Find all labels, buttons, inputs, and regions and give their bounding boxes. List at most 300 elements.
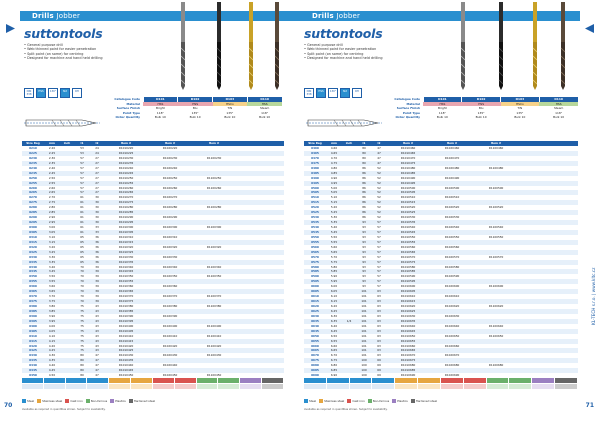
table-cell: 30 xyxy=(95,210,99,215)
table-cell: 3.55 xyxy=(48,279,56,284)
table-cell: 5.55 xyxy=(330,239,338,244)
table-cell: D1020560 xyxy=(444,244,460,249)
table-cell: 0530 xyxy=(311,215,319,220)
table-cell: 57 xyxy=(377,249,381,254)
spec-row-qty: Order Quantity Bulk 10 Bulk 10 Bulk 10 Bulk 10 xyxy=(395,115,565,120)
section-title: Drills Jobber xyxy=(32,12,81,20)
table-cell: 0410 xyxy=(29,333,37,338)
key-item: Non-ferrous xyxy=(86,399,107,404)
table-cell: 3.80 xyxy=(48,304,56,308)
table-cell: 75 xyxy=(80,338,84,343)
table-cell: D1020280 xyxy=(162,205,178,210)
table-cell: 53 xyxy=(80,150,84,155)
table-cell: D1010510 xyxy=(400,195,416,200)
feature-item: • Designed for machine and hand held drilling xyxy=(24,55,103,60)
table-cell: D1010250 xyxy=(118,175,134,180)
table-cell: 86 xyxy=(362,195,366,200)
table-cell: D1010515 xyxy=(400,200,416,205)
table-cell: 0585 xyxy=(311,269,319,274)
key-item: Stainless steel xyxy=(319,399,344,404)
table-cell: 0600 xyxy=(311,284,319,289)
table-cell: 5.40 xyxy=(330,225,338,229)
table-cell: D1010320 xyxy=(118,244,134,249)
table-cell: 0365 xyxy=(29,289,37,294)
table-cell: 3.35 xyxy=(48,259,56,264)
table-cell: 61 xyxy=(80,220,84,225)
table-cell: 0275 xyxy=(29,200,37,205)
table-cell: 4.95 xyxy=(330,180,338,185)
table-cell: 0525 xyxy=(311,210,319,215)
table-cell: D1020440 xyxy=(162,363,178,368)
table-cell: 80 xyxy=(80,358,84,363)
table-cell: 57 xyxy=(377,239,381,244)
table-cell: 5.20 xyxy=(330,205,338,210)
table-cell: D1020240 xyxy=(162,165,178,170)
table-cell: 47 xyxy=(95,368,99,373)
table-cell: 5.05 xyxy=(330,190,338,195)
table-cell: 0435 xyxy=(29,358,37,363)
table-cell: D1010475 xyxy=(400,160,416,165)
table-cell: 0235 xyxy=(29,160,37,165)
table-cell: 61 xyxy=(80,225,84,229)
footnote: Available as required in quantities shown. Subject to availability. xyxy=(304,408,388,411)
table-cell: 63 xyxy=(377,294,381,299)
table-cell: 27 xyxy=(95,160,99,165)
table-cell: 93 xyxy=(362,249,366,254)
table-cell: 0645 xyxy=(311,328,319,333)
table-cell: 0655 xyxy=(311,338,319,343)
table-cell: 3.30 xyxy=(48,254,56,259)
table-cell: 57 xyxy=(377,269,381,274)
table-cell: D1020330 xyxy=(162,254,178,259)
table-cell: 2.45 xyxy=(48,170,56,175)
table-cell: D1010420 xyxy=(118,343,134,348)
table-cell: 5.50 xyxy=(330,234,338,239)
table-cell: 27 xyxy=(95,165,99,170)
table-cell: 4.50 xyxy=(48,373,56,378)
table-cell: D1010680 xyxy=(400,363,416,368)
table-cell: 0330 xyxy=(29,254,37,259)
table-cell: 0440 xyxy=(29,363,37,368)
din-icon: DIN 338 xyxy=(304,88,314,98)
table-cell: 4.80 xyxy=(330,165,338,170)
length-icon: Std xyxy=(340,88,350,98)
table-cell: D1100380 xyxy=(206,304,222,308)
table-cell: 2.95 xyxy=(48,220,56,225)
table-cell: 101 xyxy=(361,338,367,343)
table-cell: 0450 xyxy=(29,373,37,378)
table-cell: 6.20 xyxy=(330,304,338,308)
table-cell: 80 xyxy=(362,160,366,165)
table-cell: D1010280 xyxy=(118,205,134,210)
table-cell: 80 xyxy=(80,373,84,378)
table-cell: 101 xyxy=(361,328,367,333)
table-cell: D1010445 xyxy=(118,368,134,373)
table-cell: 0490 xyxy=(311,175,319,180)
table-cell: 80 xyxy=(362,146,366,150)
table-cell: 47 xyxy=(95,363,99,368)
table-cell: D1010315 xyxy=(118,239,134,244)
table-cell: 80 xyxy=(80,353,84,358)
table-cell: D1100600 xyxy=(488,284,504,289)
table-cell: D1010645 xyxy=(400,328,416,333)
table-cell: D1020520 xyxy=(444,205,460,210)
table-cell: D1010230 xyxy=(118,155,134,160)
table-cell: D1010575 xyxy=(400,259,416,264)
table-cell: 43 xyxy=(95,348,99,353)
table-cell: 0580 xyxy=(311,264,319,269)
page-number: 71 xyxy=(585,402,594,409)
table-cell: 6.65 xyxy=(330,348,338,353)
table-cell: D1010640 xyxy=(400,323,416,328)
table-cell: 6.50 xyxy=(330,333,338,338)
table-cell: 52 xyxy=(377,195,381,200)
spec-row-finish: Surface Finish Bright Blu TiN Steam xyxy=(396,106,564,111)
table-cell: D1010585 xyxy=(400,269,416,274)
table-cell: 0665 xyxy=(311,348,319,353)
table-cell: D1100550 xyxy=(488,234,504,239)
material-icon: HSS xyxy=(316,88,326,98)
table-cell: D1020430 xyxy=(162,353,178,358)
table-cell: 93 xyxy=(362,284,366,289)
table-cell: D1020320 xyxy=(162,244,178,249)
table-cell: 4.90 xyxy=(330,175,338,180)
table-cell: 4.35 xyxy=(48,358,56,363)
table-cell: 57 xyxy=(377,229,381,234)
table-cell: 63 xyxy=(377,299,381,304)
table-cell: 52 xyxy=(377,215,381,220)
table-cell: 0219 xyxy=(29,146,37,150)
table-cell: 0265 xyxy=(29,190,37,195)
table-cell: 57 xyxy=(80,165,84,170)
table-cell: 0635 xyxy=(311,318,319,323)
table-cell: 6.60 xyxy=(330,343,338,348)
table-cell: 65 xyxy=(80,234,84,239)
drill-image-steam xyxy=(558,2,568,90)
table-cell: D1010615 xyxy=(400,299,416,304)
table-cell: D1020360 xyxy=(162,284,178,289)
table-cell: 61 xyxy=(80,210,84,215)
table-cell: D1020490 xyxy=(444,175,460,180)
table-cell: 109 xyxy=(361,358,367,363)
table-cell: 61 xyxy=(80,200,84,205)
table-cell: 0505 xyxy=(311,190,319,195)
table-cell: 93 xyxy=(362,254,366,259)
table-cell: 57 xyxy=(80,190,84,195)
table-cell: 86 xyxy=(362,175,366,180)
table-cell: D1010505 xyxy=(400,190,416,195)
table-cell: 4.30 xyxy=(48,353,56,358)
table-cell: D1010685 xyxy=(400,368,416,373)
table-cell: 69 xyxy=(377,363,381,368)
table-cell: 0385 xyxy=(29,308,37,313)
table-cell: 3.60 xyxy=(48,284,56,289)
rotation-icon: RH xyxy=(72,88,82,98)
table-cell: 52 xyxy=(377,185,381,190)
table-cell: D1010275 xyxy=(118,200,134,205)
table-cell: D1100650 xyxy=(488,333,504,338)
table-cell: 0240 xyxy=(29,165,37,170)
side-tab xyxy=(586,142,596,372)
page-tab-arrow xyxy=(6,24,15,33)
table-cell: 53 xyxy=(80,146,84,150)
din-icon: DIN 338 xyxy=(24,88,34,98)
table-cell: 57 xyxy=(377,254,381,259)
table-cell: 3.25 xyxy=(48,249,56,254)
table-cell: 0375 xyxy=(29,299,37,304)
table-cell: 36 xyxy=(95,254,99,259)
table-cell: 5.00 xyxy=(330,185,338,190)
table-cell: 30 xyxy=(95,205,99,210)
table-cell: 0300 xyxy=(29,225,37,229)
table-cell: D1010520 xyxy=(400,205,416,210)
table-cell: 0285 xyxy=(29,210,37,215)
table-cell: 47 xyxy=(377,160,381,165)
table-cell: 0270 xyxy=(29,195,37,200)
table-cell: 0610 xyxy=(311,294,319,299)
table-cell: D1020230 xyxy=(162,155,178,160)
table-cell: 3.90 xyxy=(48,313,56,318)
table-cell: 63 xyxy=(377,289,381,294)
standard-icons xyxy=(24,88,82,98)
table-cell: 70 xyxy=(80,279,84,284)
table-cell: D1020590 xyxy=(444,274,460,279)
table-cell: D1010490 xyxy=(400,175,416,180)
table-cell: D1010270 xyxy=(118,195,134,200)
table-cell: D1010295 xyxy=(118,220,134,225)
table-cell: 93 xyxy=(362,264,366,269)
table-cell: 75 xyxy=(80,333,84,338)
table-cell: 101 xyxy=(361,304,367,308)
table-cell: 0650 xyxy=(311,333,319,338)
key-item: Steel xyxy=(22,399,34,404)
table-cell: D1010410 xyxy=(118,333,134,338)
catalogue-page-right xyxy=(300,0,600,424)
table-cell: D1010540 xyxy=(400,225,416,229)
table-cell: 93 xyxy=(362,220,366,225)
table-cell: 4.20 xyxy=(48,343,56,348)
spec-row-point: Point Type 118° 135° 135° 118° xyxy=(402,110,563,115)
table-cell: D1020690 xyxy=(444,373,460,378)
table-cell: 101 xyxy=(361,299,367,304)
table-cell: 0480 xyxy=(311,165,319,170)
table-cell: 0360 xyxy=(29,284,37,289)
feature-item: • Web thinned point for easier penetration xyxy=(24,47,97,52)
table-cell: 0355 xyxy=(29,279,37,284)
spec-row-point: Point Type 118° 135° 135° 118° xyxy=(122,110,269,115)
table-cell: 101 xyxy=(361,353,367,358)
table-cell: 6.10 xyxy=(330,294,338,299)
table-cell: 70 xyxy=(80,269,84,274)
table-cell: 0250 xyxy=(29,175,37,180)
table-cell: 0520 xyxy=(311,205,319,210)
table-cell: D1010330 xyxy=(118,254,134,259)
table-cell: 3.65 xyxy=(48,289,56,294)
table-cell: 57 xyxy=(377,264,381,269)
table-cell: 3.75 xyxy=(48,299,56,304)
table-cell: 2.70 xyxy=(48,195,56,200)
table-cell: 6.55 xyxy=(330,338,338,343)
table-cell: 6.45 xyxy=(330,328,338,333)
suitability-strip-row xyxy=(22,384,284,389)
table-cell: 47 xyxy=(95,358,99,363)
table-cell: 5.75 xyxy=(330,259,338,264)
table-cell: 5.95 xyxy=(330,279,338,284)
rotation-icon: RH xyxy=(352,88,362,98)
table-cell: D1020350 xyxy=(162,274,178,279)
table-cell: 93 xyxy=(362,239,366,244)
table-cell: 27 xyxy=(95,155,99,160)
table-cell: 75 xyxy=(80,348,84,353)
table-cell: 43 xyxy=(95,313,99,318)
table-cell: 0550 xyxy=(311,234,319,239)
table-cell: 0230 xyxy=(29,155,37,160)
table-cell: D1010415 xyxy=(118,338,134,343)
table-cell: 52 xyxy=(377,210,381,215)
table-cell: 0295 xyxy=(29,220,37,225)
table-cell: 0555 xyxy=(311,239,319,244)
table-cell: 30 xyxy=(95,200,99,205)
table-cell: D1020500 xyxy=(444,185,460,190)
spec-row-qty: Order Quantity Bulk 10 Bulk 10 Bulk 10 Bulk 10 xyxy=(115,115,271,120)
table-cell: D1010385 xyxy=(118,308,134,313)
table-cell: 57 xyxy=(80,155,84,160)
table-cell: 52 xyxy=(377,180,381,185)
table-cell: D1100480 xyxy=(488,165,504,170)
table-cell: 39 xyxy=(95,289,99,294)
drill-geometry-diagram xyxy=(304,112,384,134)
table-cell: 0620 xyxy=(311,304,319,308)
table-cell: 52 xyxy=(377,205,381,210)
table-cell: 0335 xyxy=(29,259,37,264)
table-cell: 86 xyxy=(362,200,366,205)
table-cell: 24 xyxy=(95,146,99,150)
table-cell: 93 xyxy=(362,279,366,284)
table-cell: 0420 xyxy=(29,343,37,348)
table-cell: 5.30 xyxy=(330,215,338,220)
table-cell: 47 xyxy=(377,146,381,150)
table-cell: D1020300 xyxy=(162,225,178,229)
table-cell: D1020420 xyxy=(162,343,178,348)
drill-geometry-diagram xyxy=(22,112,102,134)
table-cell: D1100620 xyxy=(488,304,504,308)
key-item: Stainless steel xyxy=(37,399,62,404)
table-cell: 39 xyxy=(95,279,99,284)
table-cell: 0310 xyxy=(29,234,37,239)
table-cell: 0380 xyxy=(29,304,37,308)
table-cell: D1010465 xyxy=(400,150,416,155)
table-cell: D1100320 xyxy=(206,244,222,249)
table-cell: 0570 xyxy=(311,254,319,259)
table-cell: 101 xyxy=(361,318,367,323)
table-cell: 57 xyxy=(377,274,381,279)
table-cell: D1010350 xyxy=(118,274,134,279)
table-cell: 4.25 xyxy=(48,348,56,353)
table-cell: 2.25 xyxy=(48,150,56,155)
table-cell: D1010555 xyxy=(400,239,416,244)
table-cell: 43 xyxy=(95,304,99,308)
table-cell: 0390 xyxy=(29,313,37,318)
table-cell: 65 xyxy=(80,259,84,264)
table-cell: 2.60 xyxy=(48,185,56,190)
table-cell: D1100340 xyxy=(206,264,222,269)
table-cell: D1010285 xyxy=(118,210,134,215)
feature-item: • General purpose drill xyxy=(24,43,63,47)
table-cell: D1010245 xyxy=(118,170,134,175)
table-cell: D1010665 xyxy=(400,348,416,353)
table-cell: 52 xyxy=(377,165,381,170)
table-cell: 61 xyxy=(80,205,84,210)
table-cell: 47 xyxy=(377,150,381,155)
table-cell: 6.35 xyxy=(330,318,338,323)
table-cell: 39 xyxy=(95,269,99,274)
table-cell: D1010530 xyxy=(400,215,416,220)
table-cell: D1010305 xyxy=(118,229,134,234)
table-cell: 0320 xyxy=(29,244,37,249)
table-cell: 0615 xyxy=(311,299,319,304)
table-cell: D1010570 xyxy=(400,254,416,259)
table-cell: 0225 xyxy=(29,150,37,155)
table-cell: 2.50 xyxy=(48,175,56,180)
table-cell: 5.70 xyxy=(330,254,338,259)
table-cell: 70 xyxy=(80,284,84,289)
table-cell: 36 xyxy=(95,234,99,239)
table-cell: D1010265 xyxy=(118,190,134,195)
table-cell: D1010335 xyxy=(118,259,134,264)
table-cell: D1010365 xyxy=(118,289,134,294)
table-cell: 2.90 xyxy=(48,215,56,220)
table-cell: 0485 xyxy=(311,170,319,175)
table-cell: D1010650 xyxy=(400,333,416,338)
footnote: Available as required in quantities shown. Subject to availability. xyxy=(22,408,106,411)
table-cell: 69 xyxy=(377,373,381,378)
table-cell: 27 xyxy=(95,170,99,175)
table-cell: 86 xyxy=(362,190,366,195)
table-cell: D1020540 xyxy=(444,225,460,229)
table-cell: 57 xyxy=(80,180,84,185)
table-cell: 109 xyxy=(361,373,367,378)
table-cell: 70 xyxy=(80,264,84,269)
side-vendor-text: KL-TECH s.r.o. | www.kltc.cz xyxy=(591,267,596,325)
table-cell: 65 xyxy=(80,249,84,254)
table-cell: D1010590 xyxy=(400,274,416,279)
drill-image-steam xyxy=(272,2,282,90)
table-cell: 4.60 xyxy=(330,146,338,150)
table-cell: 52 xyxy=(377,190,381,195)
table-cell: D1010630 xyxy=(400,313,416,318)
table-cell: D1020660 xyxy=(444,343,460,348)
table-cell: 2.30 xyxy=(48,155,56,160)
table-cell: 39 xyxy=(95,294,99,299)
table-cell: D1100570 xyxy=(488,254,504,259)
table-cell: 0315 xyxy=(29,239,37,244)
table-cell: D1010495 xyxy=(400,180,416,185)
table-cell: 63 xyxy=(377,304,381,308)
table-cell: D1020640 xyxy=(444,323,460,328)
table-cell: D1010375 xyxy=(118,299,134,304)
table-cell: 0630 xyxy=(311,313,319,318)
table-cell: 3.05 xyxy=(48,229,56,234)
table-cell: D1100250 xyxy=(206,175,222,180)
table-cell: 0680 xyxy=(311,363,319,368)
table-cell: D1010605 xyxy=(400,289,416,294)
table-cell: 63 xyxy=(377,343,381,348)
table-cell: D1010595 xyxy=(400,279,416,284)
table-cell: D1010340 xyxy=(118,264,134,269)
table-cell: 2.55 xyxy=(48,180,56,185)
material-icon: HSS xyxy=(36,88,46,98)
table-cell: 57 xyxy=(377,284,381,289)
